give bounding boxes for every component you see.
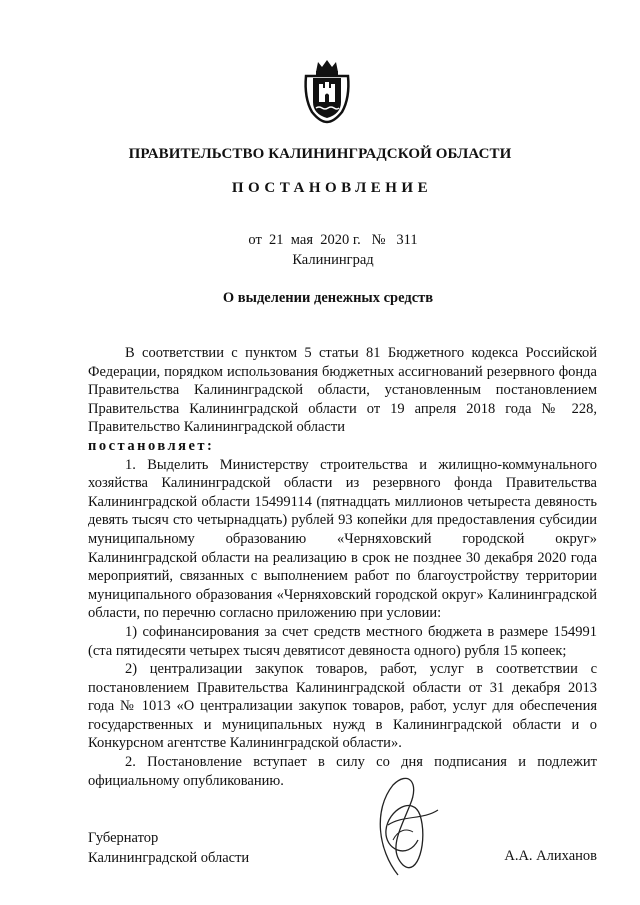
position-line-1: Губернатор (88, 830, 159, 846)
clause-1-1: 1) софинансирования за счет средств местного бюджета в размере 154991 (ста пятидесяти четырех тысяч девятисот девяноста одного) рубля 15 копеек; (88, 623, 597, 659)
document-body (88, 344, 597, 790)
government-title: ПРАВИТЕЛЬСТВО КАЛИНИНГРАДСКОЙ ОБЛАСТИ (128, 146, 512, 162)
resolution-word (88, 437, 597, 456)
clause-1: 1. Выделить Министерству строительства и жилищно-коммунального хозяйства Калининградской области из резервного фонда Правительства Калининградской области 15499114 (пятнадцать миллионов четыреста девяность девять тысяч сто четырнадцать) рублей 93 копейки для предоставления субсидии муниципальному образованию «Черняховский городской округ» Калининградской области на реализацию в срок не позднее 30 декабря 2020 года мероприятий, связанных с выполнением работ по благоустройству территории муниципального образования «Черняховский городской округ» Калининградской области, по перечню согласно приложению при условии: (88, 456, 597, 622)
clause-2: 2. Постановление вступает в силу со дня подписания и подлежит официальному опубликованию. (88, 754, 597, 789)
document-type: ПОСТАНОВЛЕНИЕ (231, 180, 433, 196)
handwritten-signature (358, 770, 448, 880)
resolves-label: постановляет: (88, 437, 215, 454)
document-subject: О выделении денежных средств (222, 290, 434, 306)
signatory-name: А.А. Алиханов (504, 848, 597, 864)
signatory-position (88, 828, 249, 868)
date-number-line: от 21 мая 2020 г. № 311 (248, 232, 418, 248)
city: Калининград (292, 252, 374, 268)
clause-1-2: 2) централизации закупок товаров, работ, услуг в соответствии с постановлением Правительства Калининградской области от 31 декабря 2013 года № 1013 «О централизации закупок товаров, работ, услуг для обеспечения государственных и муниципальных нужд в Калининградской области и о Конкурсном агентстве Калининградской области». (88, 661, 597, 752)
position-line-2: Калининградской области (88, 850, 250, 866)
preamble-paragraph: В соответствии с пунктом 5 статьи 81 Бюджетного кодекса Российской Федерации, порядком использования бюджетных ассигнований резервного фонда Правительства Калининградской области, установленным постановлением Правительства Калининградской области от 19 апреля 2018 года № 228, Правительство Калининградской области (88, 345, 597, 436)
coat-of-arms-emblem (302, 58, 352, 124)
